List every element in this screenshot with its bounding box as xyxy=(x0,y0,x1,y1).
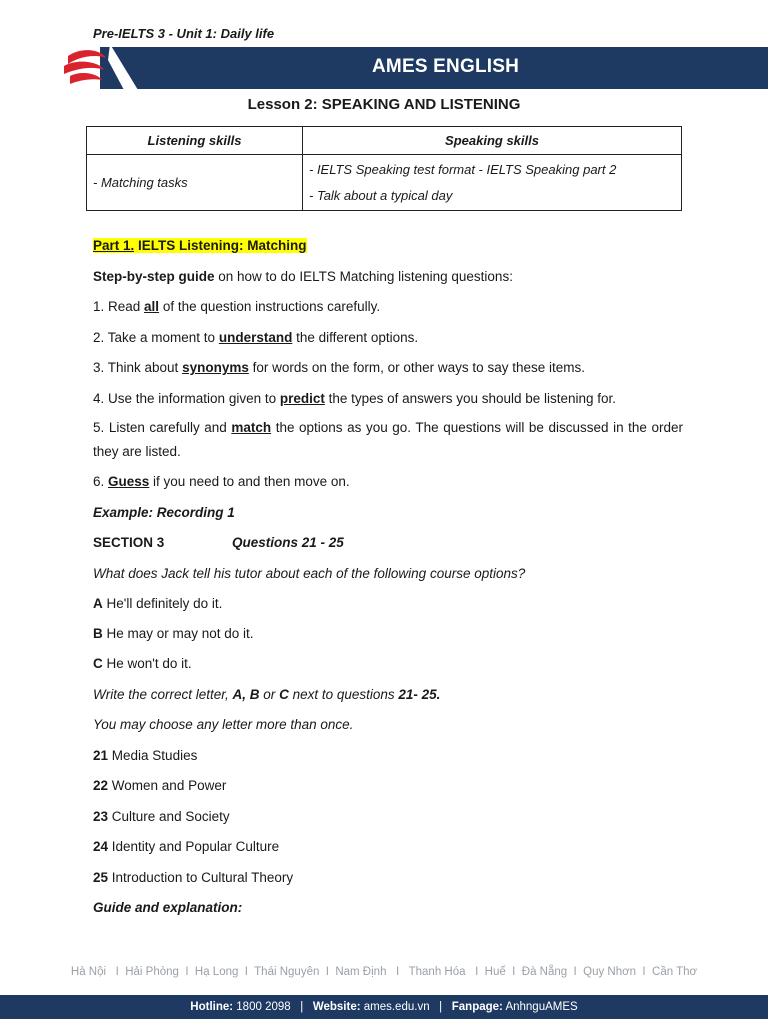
question-prompt: What does Jack tell his tutor about each of the following course options? xyxy=(93,566,526,581)
step-text: 6. xyxy=(93,474,109,489)
hotline-value: 1800 2098 xyxy=(233,1001,291,1013)
guide-heading: Guide and explanation: xyxy=(93,900,243,915)
step-keyword: synonyms xyxy=(182,360,249,375)
skills-table xyxy=(86,126,682,211)
step-text: the different options. xyxy=(292,330,419,345)
instruction-text: or xyxy=(259,687,280,702)
step-keyword: predict xyxy=(279,391,325,406)
question-number: 23 xyxy=(93,809,109,824)
option-text: He'll definitely do it. xyxy=(102,596,223,611)
brand-name: AMES ENGLISH xyxy=(372,56,520,77)
speaking-skills-header: Speaking skills xyxy=(303,127,682,155)
question-number: 24 xyxy=(93,839,109,854)
part1-label: Part 1. xyxy=(93,238,135,253)
speaking-skill-item: - IELTS Speaking test format - IELTS Speaking part 2 xyxy=(309,161,617,177)
website-label: Website: xyxy=(312,1001,361,1013)
step-text: the options as you go. The questions will be discussed in the order they are listed. xyxy=(93,420,683,459)
question-item xyxy=(93,866,683,890)
step-keyword: all xyxy=(144,299,160,314)
section-questions: Questions 21 - 25 xyxy=(232,535,344,550)
step-text: 5. Listen carefully and xyxy=(93,420,232,435)
speaking-skill-item: - Talk about a typical day xyxy=(309,187,453,203)
step-item xyxy=(93,416,683,464)
step-text: for words on the form, or other ways to say these items. xyxy=(248,360,585,375)
step-item xyxy=(93,295,683,319)
instruction-letter-c: C xyxy=(279,687,289,702)
instruction-text: next to questions xyxy=(288,687,399,702)
instruction-text: Write the correct letter, xyxy=(93,687,233,702)
instruction-range: 21- 25. xyxy=(398,687,441,702)
question-item xyxy=(93,774,683,798)
city-list: Hà Nội I Hải Phòng I Hạ Long I Thái Nguyên I Nam Định I Thanh Hóa I Huế I Đà Nẵng I Quy Nhơn I Cần Thơ xyxy=(70,966,698,978)
speaking-skills-cell xyxy=(303,155,682,211)
option-item xyxy=(93,652,683,676)
guide-intro-text: on how to do IELTS Matching listening questions: xyxy=(214,269,513,284)
running-title: Pre-IELTS 3 - Unit 1: Daily life xyxy=(93,26,275,41)
question-number: 21 xyxy=(93,748,109,763)
question-text: Culture and Society xyxy=(108,809,230,824)
question-text: Media Studies xyxy=(108,748,198,763)
guide-intro xyxy=(93,265,683,289)
option-letter: C xyxy=(93,656,103,671)
step-text: 4. Use the information given to xyxy=(93,391,280,406)
question-item xyxy=(93,744,683,768)
option-item xyxy=(93,622,683,646)
step-text: 3. Think about xyxy=(93,360,183,375)
question-number: 25 xyxy=(93,870,109,885)
part1-heading xyxy=(93,234,683,258)
question-text: Introduction to Cultural Theory xyxy=(108,870,294,885)
step-text: 2. Take a moment to xyxy=(93,330,219,345)
question-item xyxy=(93,805,683,829)
step-keyword: understand xyxy=(218,330,293,345)
option-letter: A xyxy=(93,596,103,611)
step-text: 1. Read xyxy=(93,299,145,314)
instruction-note: You may choose any letter more than once. xyxy=(93,717,354,732)
option-text: He may or may not do it. xyxy=(102,626,254,641)
website-link[interactable]: ames.edu.vn xyxy=(360,1001,430,1013)
listening-skills-cell: - Matching tasks xyxy=(87,155,303,211)
question-number: 22 xyxy=(93,778,109,793)
instruction xyxy=(93,683,683,707)
step-item xyxy=(93,470,683,494)
question-text: Women and Power xyxy=(108,778,227,793)
option-item xyxy=(93,592,683,616)
instruction-letters: A, B xyxy=(232,687,260,702)
fanpage-label: Fanpage: xyxy=(451,1001,503,1013)
footer-divider: | xyxy=(290,1001,313,1013)
lesson-title: Lesson 2: SPEAKING AND LISTENING xyxy=(247,96,521,113)
section-label: SECTION 3 xyxy=(93,535,165,550)
step-text: if you need to and then move on. xyxy=(149,474,350,489)
option-letter: B xyxy=(93,626,103,641)
step-keyword: match xyxy=(231,420,272,435)
footer-bar xyxy=(0,995,768,1019)
footer-divider: | xyxy=(429,1001,452,1013)
question-item xyxy=(93,835,683,859)
section-heading xyxy=(93,531,683,555)
part1-title: IELTS Listening: Matching xyxy=(134,238,307,253)
step-item xyxy=(93,326,683,350)
question-text: Identity and Popular Culture xyxy=(108,839,280,854)
fanpage-link[interactable]: AnhnguAMES xyxy=(502,1001,578,1013)
ames-logo-icon xyxy=(58,42,138,92)
hotline-label: Hotline: xyxy=(190,1001,234,1013)
step-keyword: Guess xyxy=(108,474,150,489)
step-item xyxy=(93,387,683,411)
step-item xyxy=(93,356,683,380)
step-text: of the question instructions carefully. xyxy=(159,299,381,314)
listening-skills-header: Listening skills xyxy=(87,127,303,155)
table-header-row xyxy=(87,127,682,155)
step-text: the types of answers you should be listening for. xyxy=(324,391,617,406)
table-row xyxy=(87,155,682,211)
guide-intro-bold: Step-by-step guide xyxy=(93,269,215,284)
example-heading: Example: Recording 1 xyxy=(93,505,235,520)
option-text: He won't do it. xyxy=(102,656,192,671)
